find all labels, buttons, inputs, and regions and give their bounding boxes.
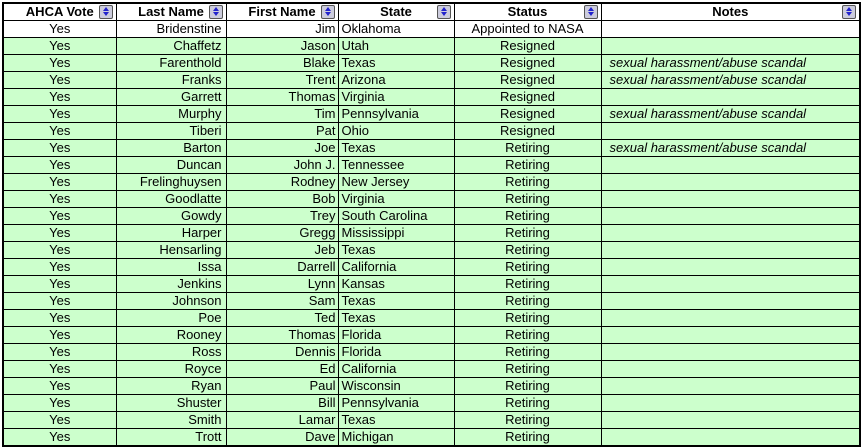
cell-status: Retiring	[454, 275, 601, 292]
sort-button[interactable]	[437, 5, 451, 19]
cell-notes: sexual harassment/abuse scandal	[601, 71, 860, 88]
cell-vote: Yes	[3, 343, 116, 360]
cell-state: California	[338, 258, 454, 275]
cell-status: Retiring	[454, 139, 601, 156]
cell-last: Murphy	[116, 105, 226, 122]
cell-status: Retiring	[454, 309, 601, 326]
header-cell-first-name	[226, 3, 338, 20]
cell-status: Retiring	[454, 173, 601, 190]
cell-state: California	[338, 360, 454, 377]
cell-last: Smith	[116, 411, 226, 428]
table-row	[3, 54, 860, 71]
cell-first: Lynn	[226, 275, 338, 292]
header-cell-last-name	[116, 3, 226, 20]
cell-status: Retiring	[454, 258, 601, 275]
cell-status: Retiring	[454, 190, 601, 207]
cell-status: Resigned	[454, 105, 601, 122]
cell-last: Harper	[116, 224, 226, 241]
sort-up-icon	[325, 7, 331, 11]
cell-notes	[601, 241, 860, 258]
cell-last: Chaffetz	[116, 37, 226, 54]
cell-notes: sexual harassment/abuse scandal	[601, 139, 860, 156]
cell-notes	[601, 207, 860, 224]
cell-first: Trent	[226, 71, 338, 88]
cell-notes	[601, 258, 860, 275]
cell-state: Tennessee	[338, 156, 454, 173]
sort-up-icon	[441, 7, 447, 11]
cell-vote: Yes	[3, 156, 116, 173]
sort-down-icon	[213, 12, 219, 16]
cell-state: Texas	[338, 139, 454, 156]
sort-up-icon	[588, 7, 594, 11]
cell-notes	[601, 411, 860, 428]
cell-last: Duncan	[116, 156, 226, 173]
header-cell-state	[338, 3, 454, 20]
cell-state: Arizona	[338, 71, 454, 88]
cell-last: Shuster	[116, 394, 226, 411]
cell-last: Franks	[116, 71, 226, 88]
sort-up-icon	[103, 7, 109, 11]
cell-status: Retiring	[454, 326, 601, 343]
table-row	[3, 224, 860, 241]
header-label-first-name: First Name	[248, 4, 316, 20]
cell-vote: Yes	[3, 292, 116, 309]
table-header-row	[3, 3, 860, 20]
cell-vote: Yes	[3, 411, 116, 428]
cell-status: Retiring	[454, 207, 601, 224]
header-cell-notes	[601, 3, 860, 20]
cell-status: Resigned	[454, 71, 601, 88]
table-row	[3, 173, 860, 190]
header-label-notes: Notes	[712, 4, 749, 20]
table-row	[3, 428, 860, 446]
cell-first: Dave	[226, 428, 338, 446]
cell-status: Retiring	[454, 156, 601, 173]
cell-vote: Yes	[3, 326, 116, 343]
cell-vote: Yes	[3, 428, 116, 446]
cell-notes	[601, 37, 860, 54]
cell-vote: Yes	[3, 105, 116, 122]
table-row	[3, 360, 860, 377]
cell-status: Retiring	[454, 360, 601, 377]
cell-first: Bill	[226, 394, 338, 411]
table-row	[3, 71, 860, 88]
header-cell-ahca-vote	[3, 3, 116, 20]
cell-vote: Yes	[3, 173, 116, 190]
cell-status: Retiring	[454, 343, 601, 360]
sort-button[interactable]	[209, 5, 223, 19]
table-row	[3, 156, 860, 173]
cell-last: Frelinghuysen	[116, 173, 226, 190]
sort-button[interactable]	[584, 5, 598, 19]
cell-first: Trey	[226, 207, 338, 224]
cell-state: Florida	[338, 343, 454, 360]
cell-state: Texas	[338, 54, 454, 71]
cell-status: Resigned	[454, 88, 601, 105]
cell-vote: Yes	[3, 241, 116, 258]
cell-status: Retiring	[454, 377, 601, 394]
cell-first: Darrell	[226, 258, 338, 275]
cell-vote: Yes	[3, 37, 116, 54]
cell-vote: Yes	[3, 224, 116, 241]
table-row	[3, 326, 860, 343]
cell-state: South Carolina	[338, 207, 454, 224]
cell-status: Retiring	[454, 224, 601, 241]
cell-first: Pat	[226, 122, 338, 139]
cell-last: Issa	[116, 258, 226, 275]
cell-last: Goodlatte	[116, 190, 226, 207]
cell-vote: Yes	[3, 54, 116, 71]
cell-status: Resigned	[454, 37, 601, 54]
cell-first: Ted	[226, 309, 338, 326]
cell-notes: sexual harassment/abuse scandal	[601, 105, 860, 122]
cell-first: Paul	[226, 377, 338, 394]
cell-first: Ed	[226, 360, 338, 377]
cell-status: Retiring	[454, 292, 601, 309]
cell-notes	[601, 326, 860, 343]
cell-notes	[601, 360, 860, 377]
header-cell-status	[454, 3, 601, 20]
cell-vote: Yes	[3, 377, 116, 394]
cell-state: Michigan	[338, 428, 454, 446]
header-label-ahca-vote: AHCA Vote	[25, 4, 94, 20]
cell-first: Sam	[226, 292, 338, 309]
cell-vote: Yes	[3, 258, 116, 275]
header-label-last-name: Last Name	[138, 4, 204, 20]
table-row	[3, 241, 860, 258]
table-row	[3, 377, 860, 394]
cell-first: Jeb	[226, 241, 338, 258]
cell-first: Bob	[226, 190, 338, 207]
congress-departures-table-wrap	[2, 2, 859, 447]
cell-state: Kansas	[338, 275, 454, 292]
cell-state: Mississippi	[338, 224, 454, 241]
cell-last: Garrett	[116, 88, 226, 105]
cell-state: Pennsylvania	[338, 394, 454, 411]
cell-state: Wisconsin	[338, 377, 454, 394]
cell-vote: Yes	[3, 275, 116, 292]
cell-notes	[601, 309, 860, 326]
table-row	[3, 207, 860, 224]
cell-vote: Yes	[3, 71, 116, 88]
cell-first: Gregg	[226, 224, 338, 241]
cell-last: Tiberi	[116, 122, 226, 139]
cell-vote: Yes	[3, 122, 116, 139]
cell-first: Thomas	[226, 88, 338, 105]
cell-vote: Yes	[3, 88, 116, 105]
cell-first: Blake	[226, 54, 338, 71]
cell-vote: Yes	[3, 190, 116, 207]
table-row	[3, 105, 860, 122]
cell-state: Oklahoma	[338, 20, 454, 37]
sort-down-icon	[846, 12, 852, 16]
cell-last: Hensarling	[116, 241, 226, 258]
table-row	[3, 20, 860, 37]
cell-last: Ryan	[116, 377, 226, 394]
cell-first: Tim	[226, 105, 338, 122]
cell-vote: Yes	[3, 20, 116, 37]
sort-button[interactable]	[321, 5, 335, 19]
cell-state: Utah	[338, 37, 454, 54]
sort-up-icon	[213, 7, 219, 11]
cell-last: Barton	[116, 139, 226, 156]
table-row	[3, 292, 860, 309]
table-row	[3, 88, 860, 105]
sort-button[interactable]	[99, 5, 113, 19]
table-row	[3, 343, 860, 360]
cell-last: Gowdy	[116, 207, 226, 224]
cell-first: Rodney	[226, 173, 338, 190]
cell-last: Trott	[116, 428, 226, 446]
cell-vote: Yes	[3, 360, 116, 377]
cell-state: Texas	[338, 411, 454, 428]
cell-notes	[601, 394, 860, 411]
cell-state: Texas	[338, 309, 454, 326]
cell-status: Retiring	[454, 411, 601, 428]
table-row	[3, 411, 860, 428]
cell-notes	[601, 173, 860, 190]
sort-down-icon	[588, 12, 594, 16]
cell-last: Jenkins	[116, 275, 226, 292]
header-label-status: Status	[507, 4, 548, 20]
table-row	[3, 122, 860, 139]
table-row	[3, 275, 860, 292]
cell-status: Retiring	[454, 241, 601, 258]
cell-status: Appointed to NASA	[454, 20, 601, 37]
table-body	[3, 20, 860, 446]
sort-down-icon	[325, 12, 331, 16]
table-row	[3, 190, 860, 207]
cell-vote: Yes	[3, 394, 116, 411]
cell-state: Ohio	[338, 122, 454, 139]
cell-vote: Yes	[3, 207, 116, 224]
cell-status: Resigned	[454, 122, 601, 139]
sort-up-icon	[846, 7, 852, 11]
cell-state: Virginia	[338, 190, 454, 207]
cell-last: Ross	[116, 343, 226, 360]
cell-last: Farenthold	[116, 54, 226, 71]
congress-departures-table	[2, 2, 861, 447]
cell-last: Rooney	[116, 326, 226, 343]
cell-first: Thomas	[226, 326, 338, 343]
table-row	[3, 139, 860, 156]
cell-first: Jim	[226, 20, 338, 37]
header-label-state: State	[380, 4, 412, 20]
cell-state: Texas	[338, 292, 454, 309]
cell-notes	[601, 343, 860, 360]
cell-first: John J.	[226, 156, 338, 173]
cell-first: Lamar	[226, 411, 338, 428]
cell-notes	[601, 122, 860, 139]
cell-notes: sexual harassment/abuse scandal	[601, 54, 860, 71]
sort-button[interactable]	[842, 5, 856, 19]
cell-state: Florida	[338, 326, 454, 343]
cell-vote: Yes	[3, 139, 116, 156]
cell-last: Poe	[116, 309, 226, 326]
sort-down-icon	[441, 12, 447, 16]
table-row	[3, 258, 860, 275]
cell-notes	[601, 275, 860, 292]
cell-vote: Yes	[3, 309, 116, 326]
table-row	[3, 37, 860, 54]
table-row	[3, 394, 860, 411]
cell-notes	[601, 377, 860, 394]
cell-state: Virginia	[338, 88, 454, 105]
cell-notes	[601, 156, 860, 173]
cell-notes	[601, 88, 860, 105]
cell-last: Johnson	[116, 292, 226, 309]
cell-status: Resigned	[454, 54, 601, 71]
cell-notes	[601, 190, 860, 207]
cell-notes	[601, 428, 860, 446]
cell-first: Joe	[226, 139, 338, 156]
cell-notes	[601, 292, 860, 309]
cell-status: Retiring	[454, 428, 601, 446]
cell-state: Texas	[338, 241, 454, 258]
sort-down-icon	[103, 12, 109, 16]
cell-last: Royce	[116, 360, 226, 377]
cell-first: Jason	[226, 37, 338, 54]
cell-notes	[601, 20, 860, 37]
cell-status: Retiring	[454, 394, 601, 411]
cell-last: Bridenstine	[116, 20, 226, 37]
cell-notes	[601, 224, 860, 241]
cell-state: New Jersey	[338, 173, 454, 190]
cell-state: Pennsylvania	[338, 105, 454, 122]
table-row	[3, 309, 860, 326]
cell-first: Dennis	[226, 343, 338, 360]
